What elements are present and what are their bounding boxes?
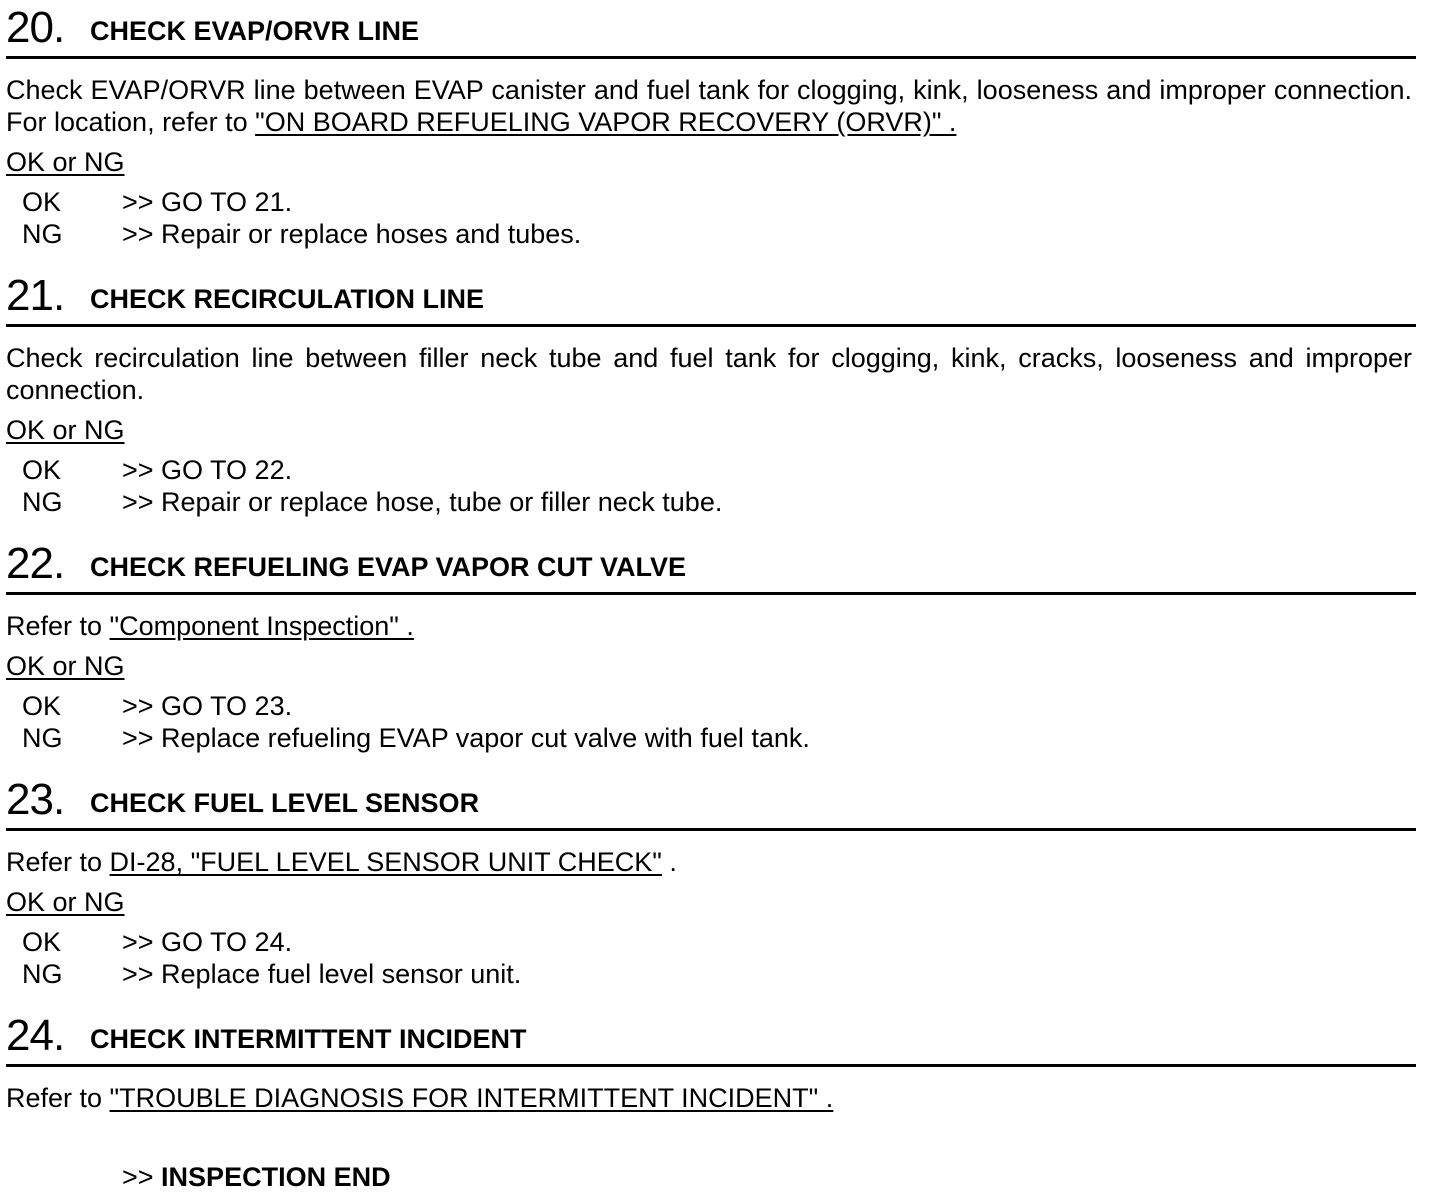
step-title: CHECK EVAP/ORVR LINE (90, 16, 420, 46)
instruction-text: Refer to (6, 1083, 110, 1113)
result-action: >> Repair or replace hose, tube or filler neck tube. (122, 487, 723, 517)
result-code: OK (22, 455, 62, 485)
step-number: 22. (6, 539, 65, 588)
end-label: INSPECTION END (161, 1162, 391, 1192)
result-code: OK (22, 691, 62, 721)
result-code: OK (22, 927, 62, 957)
step-number: 21. (6, 271, 65, 320)
section-divider (6, 592, 1416, 595)
result-code: NG (22, 959, 63, 989)
step-instruction (6, 846, 1412, 878)
ok-or-ng-label: OK or NG (6, 651, 125, 681)
fuel-level-sensor-check-link[interactable]: DI-28, "FUEL LEVEL SENSOR UNIT CHECK" (109, 847, 662, 877)
step-23 (6, 775, 1416, 989)
step-header (6, 272, 1416, 320)
instruction-text: Refer to (6, 611, 110, 641)
step-title: CHECK INTERMITTENT INCIDENT (90, 1024, 527, 1054)
instruction-text: Check recirculation line between filler neck tube and fuel tank for clogging, kink, cracks, looseness and improper connection. (6, 343, 1412, 405)
step-instruction (6, 1082, 1412, 1114)
end-arrow: >> (122, 1162, 162, 1192)
step-instruction (6, 342, 1412, 406)
section-divider (6, 828, 1416, 831)
instruction-text-tail: . (661, 847, 677, 877)
step-instruction (6, 610, 1412, 642)
ok-or-ng-label: OK or NG (6, 147, 125, 177)
step-number: 24. (6, 1011, 65, 1060)
ok-or-ng-label: OK or NG (6, 415, 125, 445)
section-divider (6, 324, 1416, 327)
result-action: >> Repair or replace hoses and tubes. (122, 219, 582, 249)
section-divider (6, 1064, 1416, 1067)
result-action: >> GO TO 23. (122, 691, 293, 721)
section-divider (6, 56, 1416, 59)
step-instruction (6, 74, 1412, 138)
step-header (6, 540, 1416, 588)
step-title: CHECK RECIRCULATION LINE (90, 284, 484, 314)
step-20 (6, 3, 1416, 249)
step-22 (6, 539, 1416, 753)
trouble-diagnosis-link[interactable]: "TROUBLE DIAGNOSIS FOR INTERMITTENT INCIDENT" . (109, 1083, 834, 1113)
step-21 (6, 271, 1416, 517)
step-title: CHECK REFUELING EVAP VAPOR CUT VALVE (90, 552, 687, 582)
result-action: >> GO TO 22. (122, 455, 293, 485)
step-number: 23. (6, 775, 65, 824)
instruction-text: Check EVAP/ORVR line between EVAP canister and fuel tank for clogging, kink, looseness and improper connection. For location, refer to (6, 75, 1412, 137)
instruction-text: Refer to (6, 847, 110, 877)
component-inspection-link[interactable]: "Component Inspection" . (109, 611, 414, 641)
step-header (6, 4, 1416, 52)
step-24 (6, 1011, 1416, 1113)
result-code: OK (22, 187, 62, 217)
result-action: >> GO TO 21. (122, 187, 293, 217)
result-action: >> GO TO 24. (122, 927, 293, 957)
step-number: 20. (6, 3, 65, 52)
step-title: CHECK FUEL LEVEL SENSOR (90, 788, 480, 818)
result-code: NG (22, 487, 63, 517)
result-code: NG (22, 219, 63, 249)
orvr-reference-link[interactable]: "ON BOARD REFUELING VAPOR RECOVERY (ORVR)" . (255, 107, 957, 137)
inspection-end (122, 1160, 391, 1194)
ok-or-ng-label: OK or NG (6, 887, 125, 917)
step-header (6, 1012, 1416, 1060)
result-code: NG (22, 723, 63, 753)
result-action: >> Replace fuel level sensor unit. (122, 959, 522, 989)
step-header (6, 776, 1416, 824)
result-action: >> Replace refueling EVAP vapor cut valve with fuel tank. (122, 723, 810, 753)
